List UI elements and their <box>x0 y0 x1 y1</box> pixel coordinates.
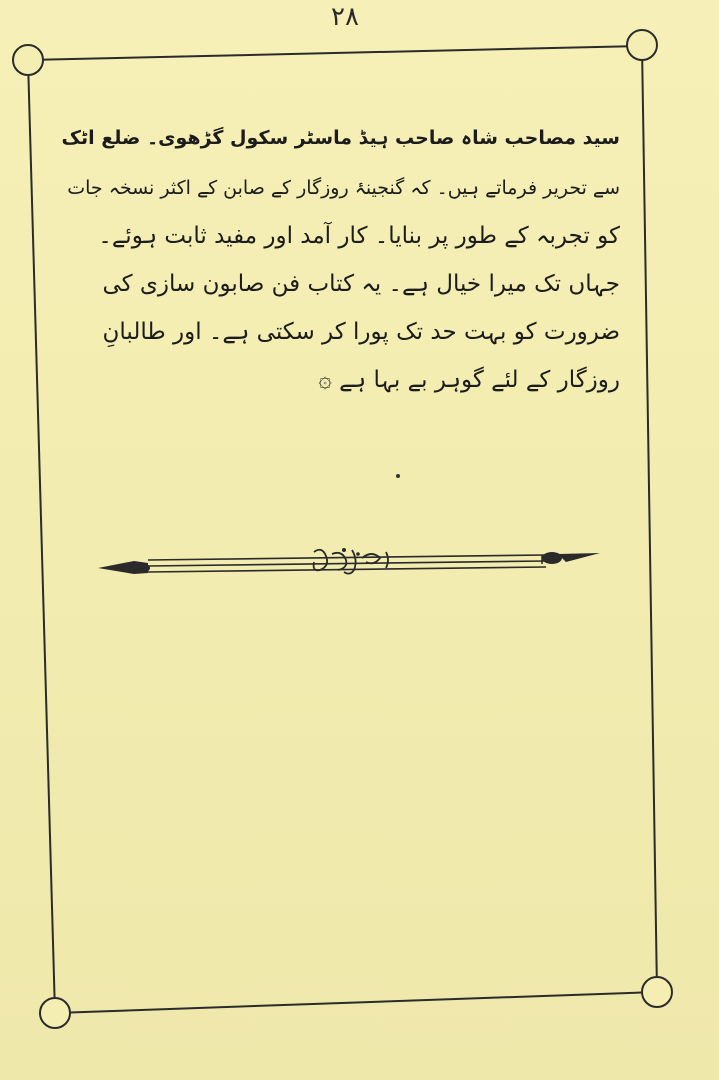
testimonial-heading: سید مصاحب شاہ صاحب ہیڈ ماسٹر سکول گڑھوی۔ ضلع اٹک <box>61 127 620 149</box>
decorative-divider-ornament <box>96 546 602 580</box>
testimonial-text <box>60 112 620 404</box>
testimonial-line-5: روزگار کے لئے گوہر بے بہا ہے ۞ <box>318 367 620 393</box>
testimonial-line-2: کو تجربہ کے طور پر بنایا۔ کار آمد اور مفید ثابت ہوئے۔ <box>98 223 620 249</box>
corner-circle-bottom-right <box>642 977 672 1007</box>
corner-circle-top-right <box>627 30 657 60</box>
corner-circle-top-left <box>13 45 43 75</box>
page-number: ۲۸ <box>331 2 359 32</box>
testimonial-line-4: ضرورت کو بہت حد تک پورا کر سکتی ہے۔ اور طالبانِ <box>102 319 620 345</box>
corner-circle-bottom-left <box>40 998 70 1028</box>
testimonial-line-1: سے تحریر فرماتے ہیں۔ کہ گنجینۂ روزگار کے صابن کے اکثر نسخہ جات <box>67 177 620 199</box>
testimonial-line-3: جہاں تک میرا خیال ہے۔ یہ کتاب فن صابون سازی کی <box>102 271 620 297</box>
stray-dot <box>396 474 400 478</box>
